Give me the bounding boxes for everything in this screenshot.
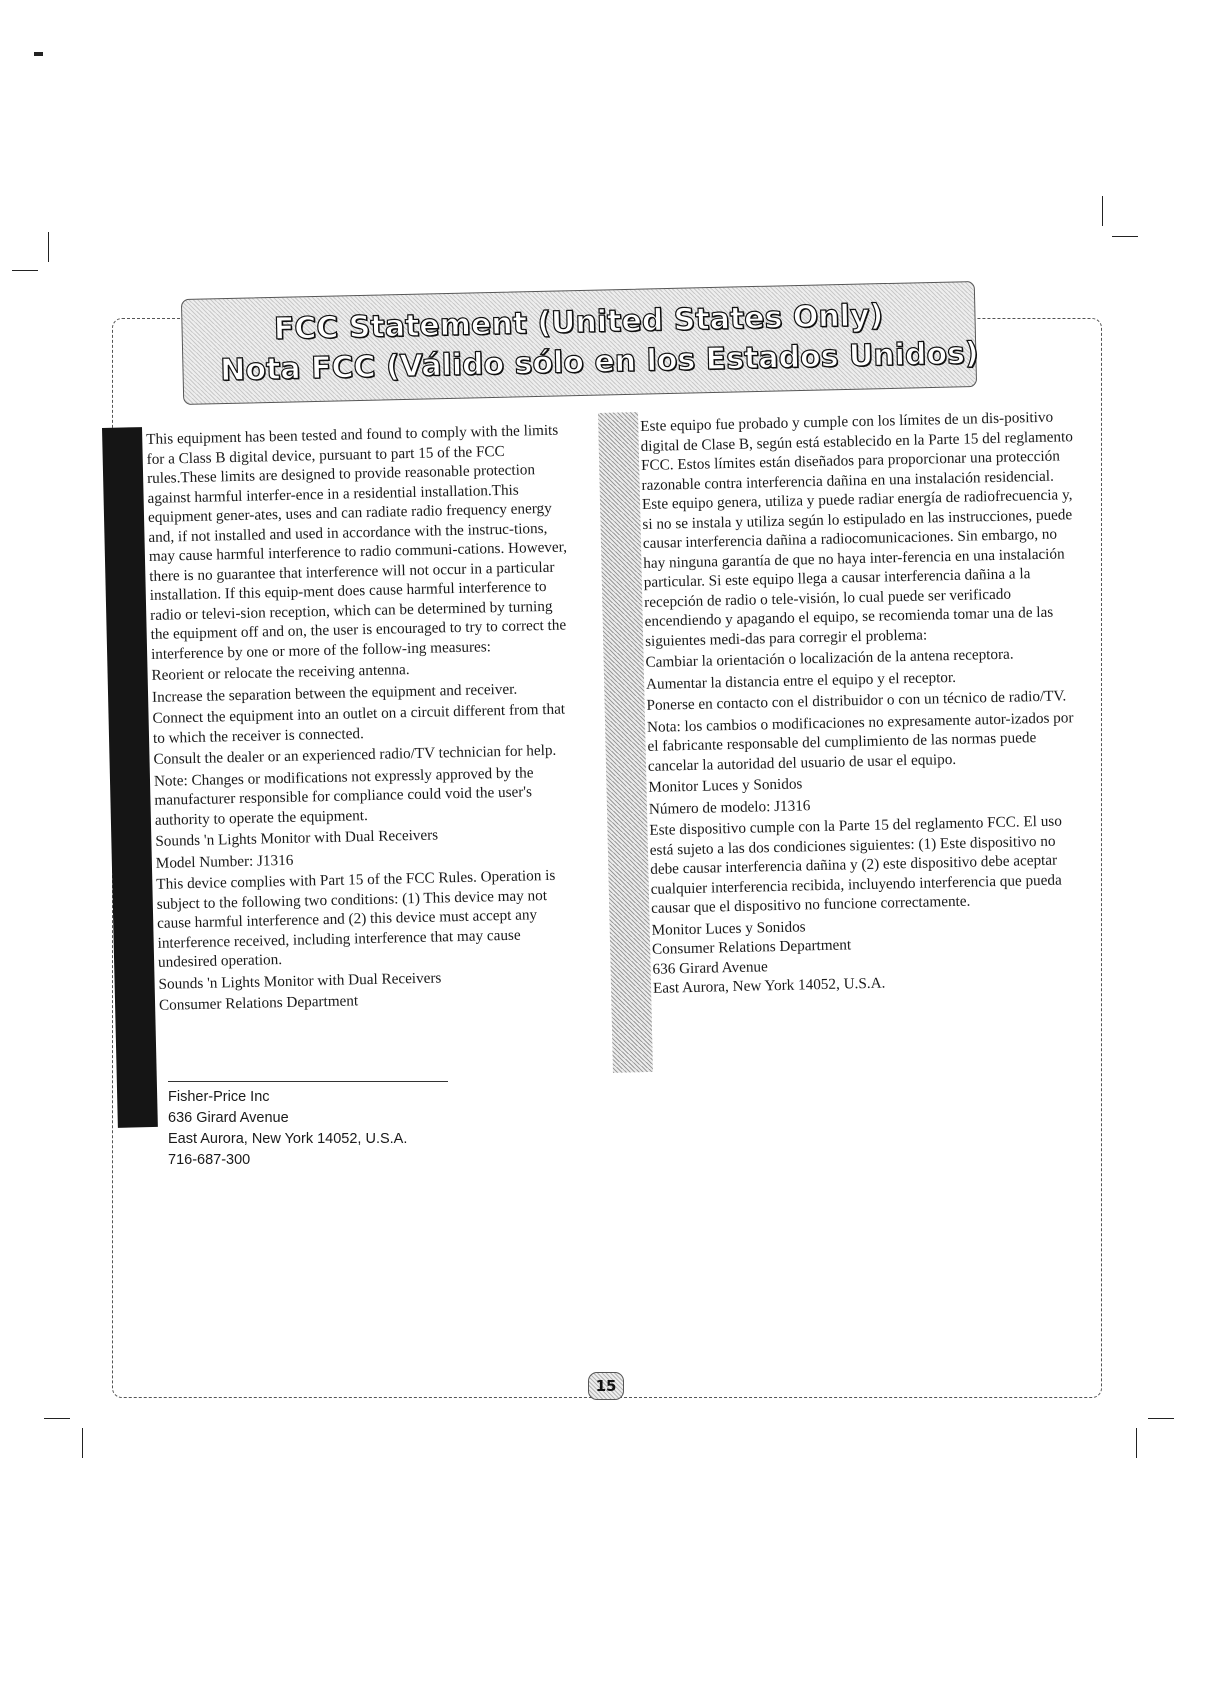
english-measure-separation: Increase the separation between the equipment and receiver. (151, 680, 518, 706)
page-number: 15 (595, 1377, 617, 1395)
english-measure-consult: Consult the dealer or an experienced radio/TV technician for help. (153, 741, 557, 768)
contact-street: 636 Girard Avenue (168, 1110, 289, 1126)
contact-phone: 716-687-300 (168, 1152, 251, 1168)
spanish-intro-paragraph: Este equipo fue probado y cumple con los límites de un dis-positivo digital de Clase B, según está establecido en la Parte 15 del reglamento FCC. Estos límites están diseñados para proporcionar una protección razonable contra interferencia dañina en una instalación residencial. Este equipo genera, utiliza y puede radiar energía de radiofrecuencia y, si no se instala y utiliza según lo estipulado en las instrucciones, puede causar interferencia dañina a radiocomunicaciones. Sin embargo, no hay ninguna garantía de que no haya inter-ferencia en una instalación particular. Si este equipo llega a causar interferencia dañina a la recepción de radio o tele-visión, lo cual puede ser verificado encendiendo y apagando el equipo, se recomienda tomar una de las siguientes medi-das para corregir el problema: (640, 408, 1074, 650)
crop-mark (44, 1418, 70, 1419)
spanish-measure-orientation: Cambiar la orientación o localización de la antena receptora. (645, 645, 1014, 671)
english-product-name: Sounds 'n Lights Monitor with Dual Receivers (155, 826, 439, 850)
spanish-column (640, 407, 1088, 998)
crop-mark (1148, 1418, 1174, 1419)
spanish-product-name-2: Monitor Luces y Sonidos (651, 917, 806, 939)
english-column (146, 420, 579, 1017)
spanish-product-name: Monitor Luces y Sonidos (648, 775, 803, 796)
page-number-badge (588, 1372, 624, 1400)
contact-company: Fisher-Price Inc (168, 1089, 270, 1105)
crop-mark (12, 270, 38, 271)
crop-mark (48, 232, 49, 262)
crop-mark (1102, 196, 1103, 226)
contact-city: East Aurora, New York 14052, U.S.A. (168, 1131, 408, 1147)
english-compliance-conditions: This device complies with Part 15 of the FCC Rules. Operation is subject to the following two conditions: (1) This device may not cause harmful interference and (2) this device must accept any interference received, including interference that may cause undesired operation. (156, 866, 556, 971)
english-model-number: Model Number: J1316 (155, 851, 294, 872)
crop-mark (82, 1428, 83, 1458)
spanish-department: Consumer Relations Department (651, 936, 852, 958)
spanish-compliance-conditions: Este dispositivo cumple con la Parte 15 del reglamento FCC. El uso está sujeto a las dos condiciones siguientes: (1) Este dispositivo no debe causar interferencia dañina y (2) este dispositivo debe aceptar cualquier interferencia recibida, incluyendo interferencia que pueda causar que el dispositivo no funcione correctamente. (649, 812, 1063, 917)
english-measure-reorient: Reorient or relocate the receiving antenna. (151, 661, 410, 684)
scan-speck (34, 52, 43, 56)
crop-mark (1112, 236, 1138, 237)
english-note: Note: Changes or modifications not expressly approved by the manufacturer responsible for compliance could void the user's authority to operate the equipment. (153, 763, 534, 829)
title-banner (181, 281, 977, 405)
spanish-measure-contact: Ponerse en contacto con el distribuidor o con un técnico de radio/TV. (646, 687, 1067, 714)
crop-mark (1136, 1428, 1137, 1458)
spanish-measure-distance: Aumentar la distancia entre el equipo y el receptor. (645, 668, 957, 693)
english-product-name-2: Sounds 'n Lights Monitor with Dual Receivers (158, 968, 442, 993)
english-measure-outlet: Connect the equipment into an outlet on a circuit different from that to which the receiver is connected. (152, 700, 566, 747)
spanish-city: East Aurora, New York 14052, U.S.A. (652, 974, 886, 997)
english-department: Consumer Relations Department (158, 992, 359, 1014)
english-contact-block (168, 1087, 407, 1171)
title-spanish: Nota FCC (Válido sólo en los Estados Unidos) (219, 335, 979, 389)
title-english: FCC Statement (United States Only) (273, 298, 884, 347)
english-intro-paragraph: This equipment has been tested and found to comply with the limits for a Class B digital device, pursuant to part 15 of the FCC rules.These limits are designed to provide reasonable protection against harmful interfer-ence in a residential installation.This equipment gener-ates, uses and can radiate radio frequency energy and, if not installed and used in accordance with the instruc-tions, may cause harmful interference to radio communi-cations. However, there is no guarantee that interference will not occur in a particular installation. If this equip-ment does cause harmful interference to radio or televi-sion reception, which can be determined by turning the equipment off and on, the user is encouraged to try to correct the interference by one or more of the follow-ing measures: (146, 421, 568, 663)
contact-divider (168, 1081, 448, 1082)
spanish-note: Nota: los cambios o modificaciones no expresamente autor-izados por el fabricante responsable del cumplimiento de las normas puede cancelar la autoridad del usuario de usar el equipo. (646, 708, 1074, 775)
spanish-model-number: Número de modelo: J1316 (648, 796, 811, 818)
spanish-street: 636 Girard Avenue (652, 957, 768, 978)
